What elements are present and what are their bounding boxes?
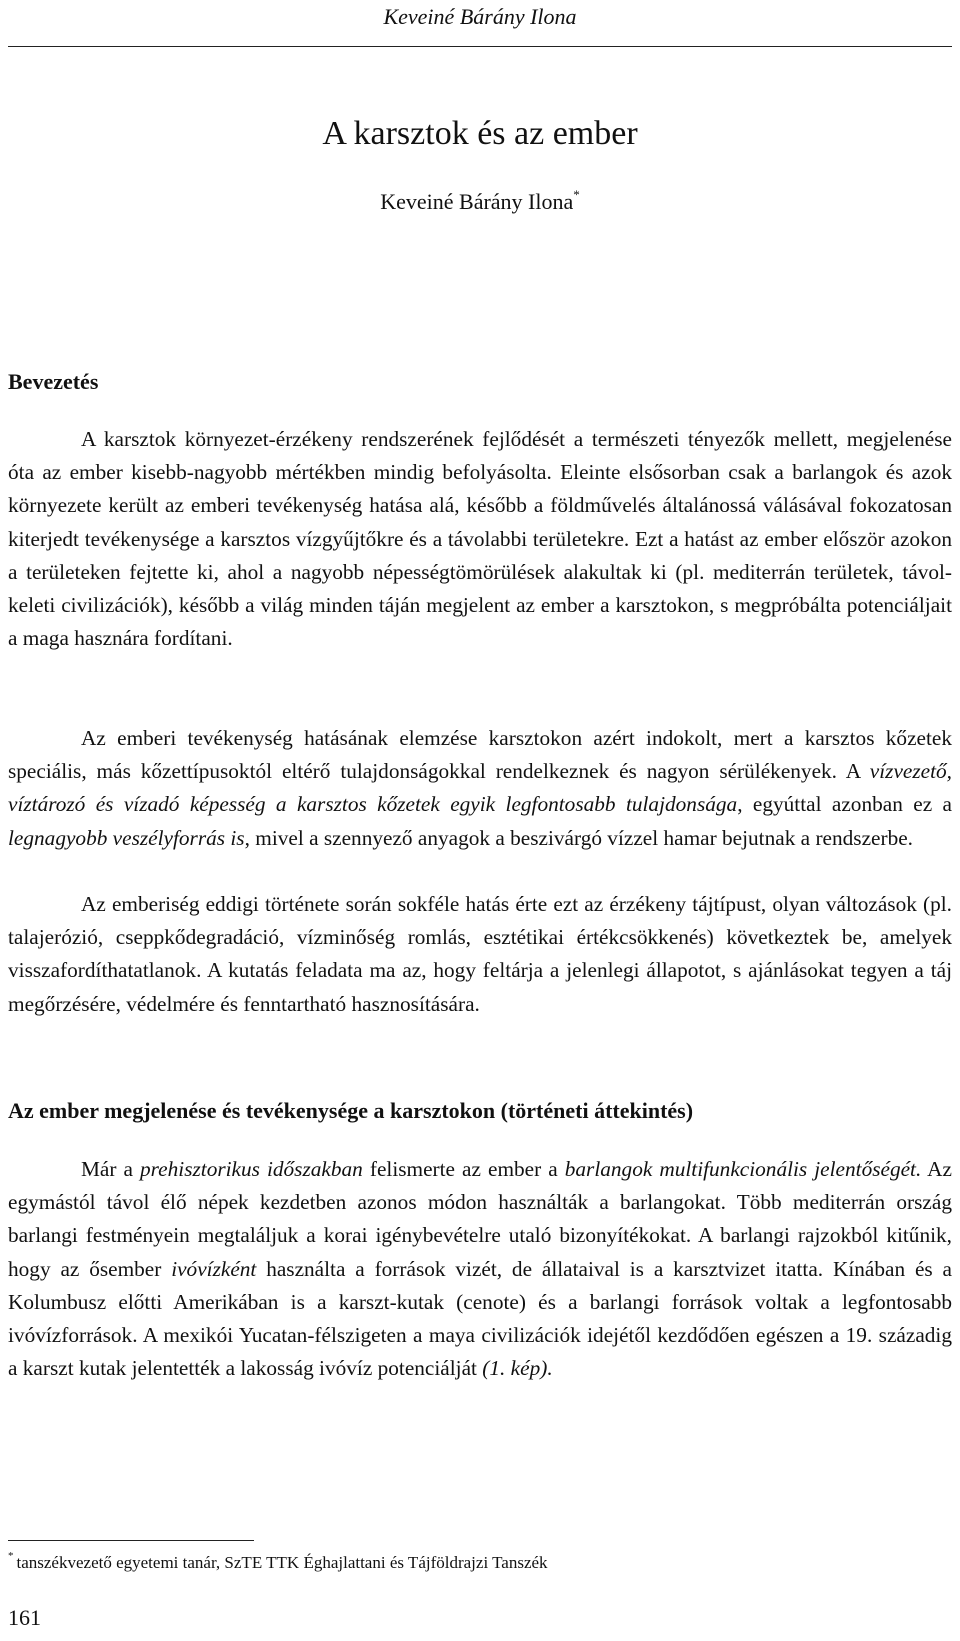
intro-paragraph-2	[8, 722, 952, 855]
text-span: Már a	[81, 1157, 141, 1181]
history-paragraph-1	[8, 1153, 952, 1385]
text-span: Az emberi tevékenység hatásának elemzése karsztokon azért indokolt, mert a karsztos kőzetek speciális, más kőzettípusoktól eltérő tulajdonságokkal rendelkeznek és nagyon sérülékenyek. A	[8, 726, 952, 784]
emphasis: barlangok multifunkcionális jelentőségét.	[564, 1157, 922, 1181]
footnote-rule	[8, 1540, 254, 1541]
footnote	[8, 1551, 952, 1575]
text-span: használta a források vizét, de állataival is a karsztvizet itatta. Kínában és a Kolumbusz előtti Amerikában is a karszt-kutak (cenote) és a barlangi források voltak a legfontosabb ivóvízforrások. A mexikói Yucatan-félszigeten a maya civilizációk idejétől kezdődően egészen a 19. századig a karszt kutak jelentették a lakosság ivóvíz potenciálját	[8, 1256, 952, 1381]
section-heading-introduction: Bevezetés	[8, 369, 99, 394]
text-span: , egyúttal azonban ez a	[737, 792, 952, 817]
footnote-mark: *	[8, 1550, 14, 1562]
header-rule	[8, 46, 952, 47]
footnote-text: tanszékvezető egyetemi tanár, SzTE TTK Éghajlattani és Tájföldrajzi Tanszék	[16, 1553, 548, 1572]
text-span: Az egymástól távol élő népek kezdetben azonos módon használták a barlangokat. Több mediterrán ország barlangi festményein megtaláljuk a korai igénybevételre utaló bizonyítékokat. A barlangi rajzokból kitűnik, hogy az ősember	[8, 1157, 953, 1281]
author-line	[0, 188, 960, 216]
text-span: , mivel a szennyező anyagok a beszivárgó vízzel hamar bejutnak a rendszerbe.	[244, 825, 913, 850]
emphasis: prehisztorikus időszakban	[140, 1157, 363, 1181]
author-name: Keveiné Bárány Ilona	[380, 189, 574, 214]
running-header: Keveiné Bárány Ilona	[383, 4, 577, 29]
document-title: A karsztok és az ember	[322, 115, 638, 152]
intro-paragraph-3: Az emberiség eddigi története során sokféle hatás érte ezt az érzékeny tájtípust, olyan változások (pl. talajerózió, cseppkődegradáció, vízminőség romlás, esztétikai értékcsökkenés) következtek be, amelyek visszafordíthatatlanok. A kutatás feladata ma az, hogy feltárja a jelenlegi állapotot, s ajánlásokat tegyen a táj megőrzésére, védelmére és fenntartható hasznosítására.	[8, 892, 952, 1016]
emphasis: (1. kép).	[482, 1356, 553, 1381]
author-footnote-mark: *	[573, 187, 580, 202]
emphasis: vízvezető, víztározó és vízadó képesség a karsztos kőzetek egyik legfontosabb tulajdonsága	[8, 759, 952, 817]
section-heading-history: Az ember megjelenése és tevékenysége a karsztokon (történeti áttekintés)	[8, 1098, 694, 1123]
intro-paragraph-1: A karsztok környezet-érzékeny rendszerének fejlődését a természeti tényezők mellett, megjelenése óta az ember kisebb-nagyobb mértékben mindig befolyásolta. Eleinte elsősorban csak a barlangok és azok környezete került az emberi tevékenység hatása alá, később a földművelés általánossá válásával fokozatosan kiterjedt tevékenysége a karsztos vízgyűjtőkre és a távolabbi területekre. Ezt a hatást az ember először azokon a területeken fejtette ki, ahol a nagyobb népességtömörülések alakultak ki (pl. mediterrán területek, távol-keleti civilizációk), később a világ minden táján megjelent az ember a karsztokon, s megpróbálta potenciáljait a maga hasznára fordítani.	[8, 427, 952, 651]
emphasis: ivóvízként	[171, 1256, 257, 1281]
text-span: felismerte az ember a	[362, 1157, 565, 1181]
emphasis: legnagyobb veszélyforrás is	[8, 825, 245, 850]
page-number: 161	[8, 1605, 41, 1630]
